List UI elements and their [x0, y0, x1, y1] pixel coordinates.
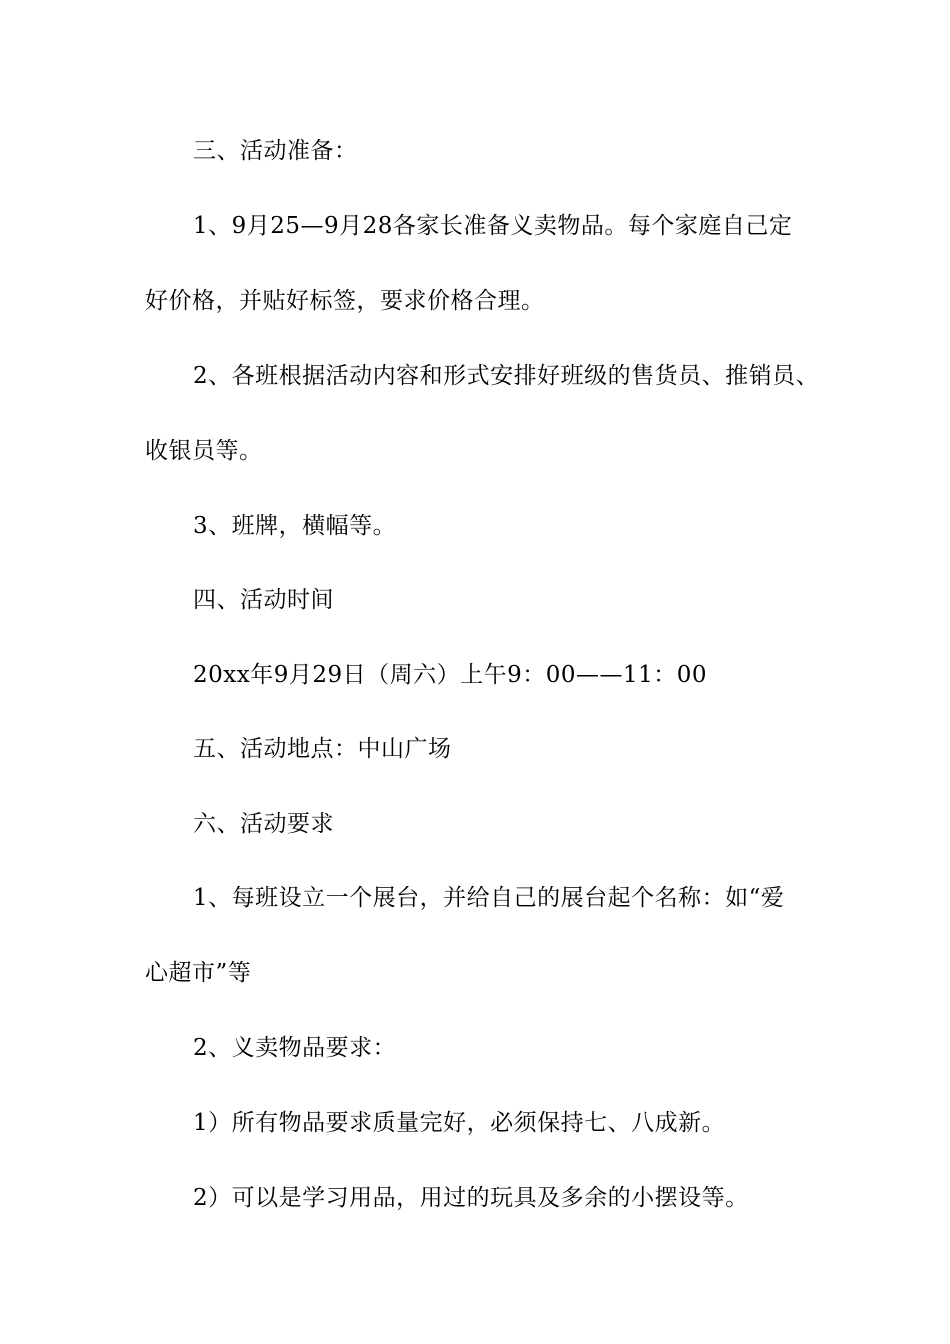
- paragraph-line: 2、各班根据活动内容和形式安排好班级的售货员、推销员、: [193, 363, 820, 389]
- paragraph-line: 好价格，并贴好标签，要求价格合理。: [145, 288, 545, 314]
- paragraph-line: 2、义卖物品要求：: [193, 1035, 397, 1061]
- paragraph-line: 收银员等。: [145, 438, 263, 464]
- paragraph-line: 1、每班设立一个展台，并给自己的展台起个名称：如“爱: [193, 885, 785, 911]
- section-heading-location: 五、活动地点：中山广场: [193, 736, 452, 762]
- paragraph-line: 20xx年9月29日（周六）上午9：00——11：00: [193, 662, 708, 688]
- paragraph-line: 心超市”等: [145, 960, 252, 986]
- paragraph-line: 2）可以是学习用品，用过的玩具及多余的小摆设等。: [193, 1185, 749, 1211]
- section-heading-preparation: 三、活动准备：: [193, 138, 358, 164]
- section-heading-requirements: 六、活动要求: [193, 811, 334, 837]
- section-heading-time: 四、活动时间: [193, 587, 334, 613]
- paragraph-line: 3、班牌，横幅等。: [193, 513, 397, 539]
- paragraph-line: 1）所有物品要求质量完好，必须保持七、八成新。: [193, 1110, 726, 1136]
- paragraph-line: 1、9月25—9月28各家长准备义卖物品。每个家庭自己定: [193, 213, 793, 239]
